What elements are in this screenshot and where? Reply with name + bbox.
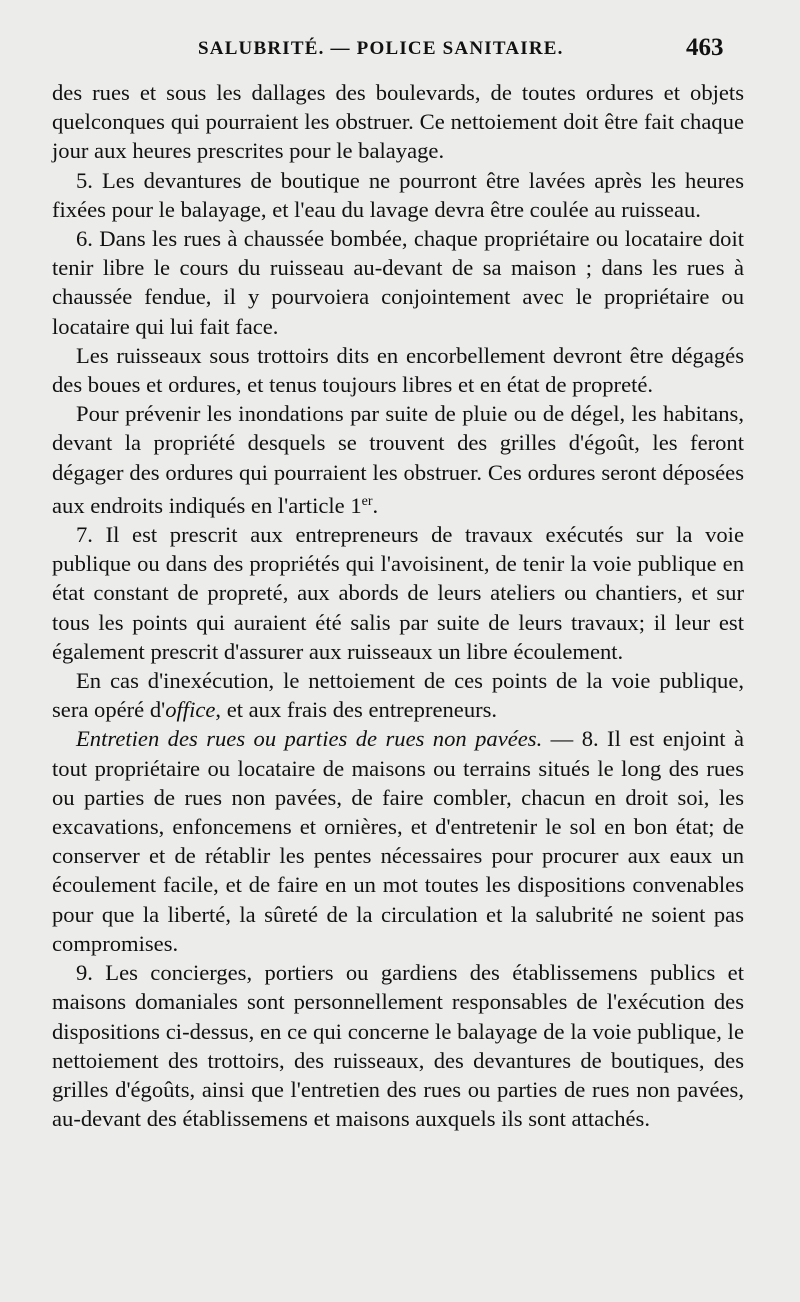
paragraph-article-5 <box>52 166 744 224</box>
paragraph-text: 6. Dans les rues à chaussée bombée, chaque propriétaire ou locataire doit tenir libre le cours du ruisseau au-devant de sa maison ; dans les rues à chaussée fendue, il y pourvoiera conjointement avec le propriétaire ou locataire qui lui fait face. <box>52 226 744 339</box>
running-head: SALUBRITÉ. — POLICE SANITAIRE. <box>198 38 564 59</box>
paragraph-text: 9. Les concierges, portiers ou gardiens des établissemens publics et maisons domaniales sont personnellement responsables de l'exécution des dispositions ci-dessus, en ce qui concerne le balayage de la voie publique, le nettoiement des trottoirs, des ruisseaux, des devantures de boutiques, des grilles d'égoûts, ainsi que l'entretien des rues ou parties de rues non pavées, au-devant des établissemens et maisons auxquels ils sont attachés. <box>52 960 744 1132</box>
paragraph-text: En cas d'inexécution, le nettoiement de ces points de la voie publique, sera opéré d' <box>52 668 744 723</box>
paragraph-text: 5. Les devantures de boutique ne pourront être lavées après les heures fixées pour le balayage, et l'eau du lavage devra être coulée au ruisseau. <box>52 167 744 222</box>
page-number: 463 <box>686 34 724 61</box>
paragraph-continuation <box>52 78 744 166</box>
paragraph-article-6 <box>52 224 744 341</box>
superscript: er <box>361 493 373 509</box>
section-heading: Entretien des rues ou parties de rues non pavées. <box>76 726 543 752</box>
paragraph-ruisseaux <box>52 341 744 399</box>
italic-word: office <box>165 697 216 723</box>
paragraph-article-9 <box>52 958 744 1133</box>
paragraph-article-8 <box>52 724 744 958</box>
paragraph-text-end: . <box>372 492 379 518</box>
body-text <box>52 78 744 1133</box>
paragraph-article-7 <box>52 520 744 666</box>
paragraph-text: — 8. Il est enjoint à tout propriétaire ou locataire de maisons ou terrains situés le long des rues ou parties de rues non pavées, de faire combler, chacun en droit soi, les excavations, enfoncemens et ornières, et d'entretenir le sol en bon état; de conserver et de rétablir les pentes nécessaires pour procurer aux eaux un écoulement facile, et de faire en un mot toutes les dispositions convenables pour que la liberté, la sûreté de la circulation et la salubrité ne soient pas compromises. <box>52 726 744 956</box>
paragraph-text: Pour prévenir les inondations par suite de pluie ou de dégel, les habitans, devant la propriété desquels se trouvent des grilles d'égoût, les feront dégager des ordures qui pourraient les obstruer. Ces ordures seront déposées aux endroits indiqués en l'article 1 <box>52 401 744 518</box>
paragraph-inondations <box>52 399 744 520</box>
paragraph-text: Les ruisseaux sous trottoirs dits en encorbellement devront être dégagés des boues et ordures, et tenus toujours libres et en état de propreté. <box>52 342 744 398</box>
paragraph-text: des rues et sous les dallages des boulevards, de toutes ordures et objets quelconques qui pourraient les obstruer. Ce nettoiement doit être fait chaque jour aux heures prescrites pour le balayage. <box>52 80 744 164</box>
paragraph-text: 7. Il est prescrit aux entrepreneurs de travaux exécutés sur la voie publique ou dans des propriétés qui l'avoisinent, de tenir la voie publique en état constant de propreté, aux abords de leurs ateliers ou chantiers, et sur tous les points qui auraient été salis par suite de leurs travaux; il leur est également prescrit d'assurer aux ruisseaux un libre écoulement. <box>52 522 744 664</box>
page-header <box>0 34 800 74</box>
paragraph-text-end: , et aux frais des entrepreneurs. <box>215 697 498 723</box>
paragraph-inexecution <box>52 666 744 724</box>
